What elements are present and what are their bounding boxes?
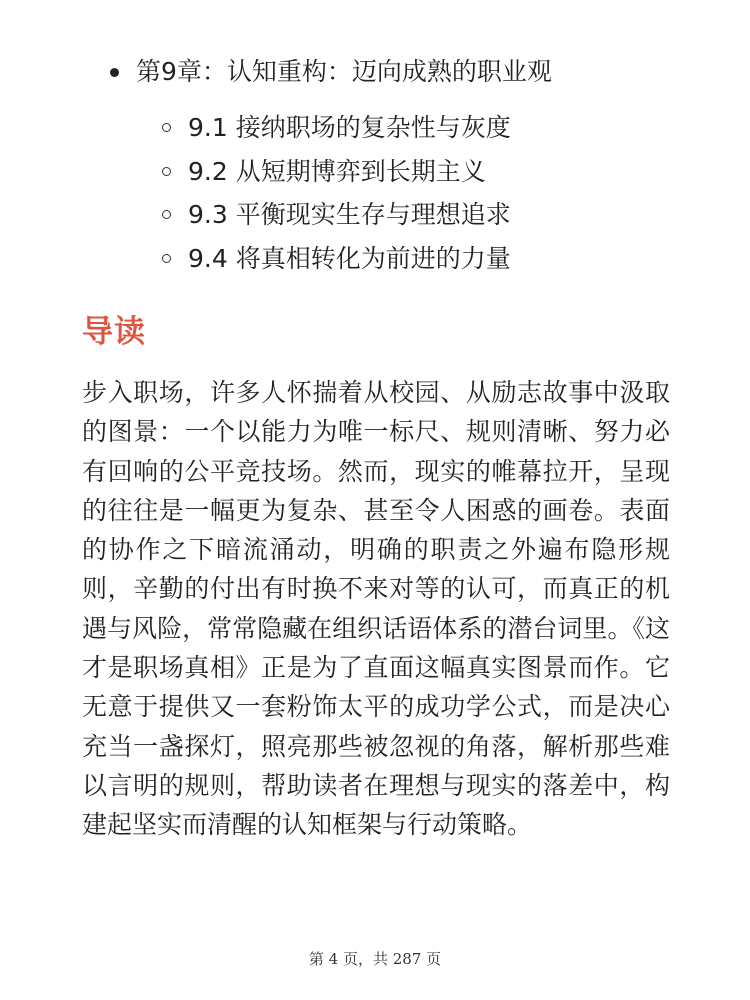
bullet-circle-icon xyxy=(162,210,171,219)
section-title: 9.4 将真相转化为前进的力量 xyxy=(188,243,511,273)
bullet-circle-icon xyxy=(162,167,171,176)
bullet-circle-icon xyxy=(162,123,171,132)
section-title: 9.1 接纳职场的复杂性与灰度 xyxy=(188,113,511,142)
section-title: 9.3 平衡现实生存与理想追求 xyxy=(188,200,511,229)
page-footer: 第 4 页，共 287 页 xyxy=(308,950,442,968)
section-title: 9.2 从短期博弈到长期主义 xyxy=(188,156,486,186)
bullet-circle-icon xyxy=(162,254,171,263)
section-heading: 导读 xyxy=(82,314,146,350)
body-paragraph: 步入职场，许多人怀揣着从校园、从励志故事中汲取的图景：一个以能力为唯一标尺、规则清晰、努力必有回响的公平竞技场。然而，现实的帷幕拉开，呈现的往往是一幅更为复杂、甚至令人困惑的画卷。表面的协作之下暗流涌动，明确的职责之外遍布隐形规则，辛勤的付出有时换不来对等的认可，而真正的机遇与风险，常常隐藏在组织话语体系的潜台词里。《这才是职场真相》正是为了直面这幅真实图景而作。它无意于提供又一套粉饰太平的成功学公式，而是决心充当一盏探灯，照亮那些被忽视的角落，解析那些难以言明的规则，帮助读者在理想与现实的落差中，构建起坚实而清醒的认知框架与行动策略。 xyxy=(82,378,670,840)
chapter-title: 第9章：认知重构：迈向成熟的职业观 xyxy=(136,57,552,86)
bullet-dot-icon xyxy=(110,68,119,77)
